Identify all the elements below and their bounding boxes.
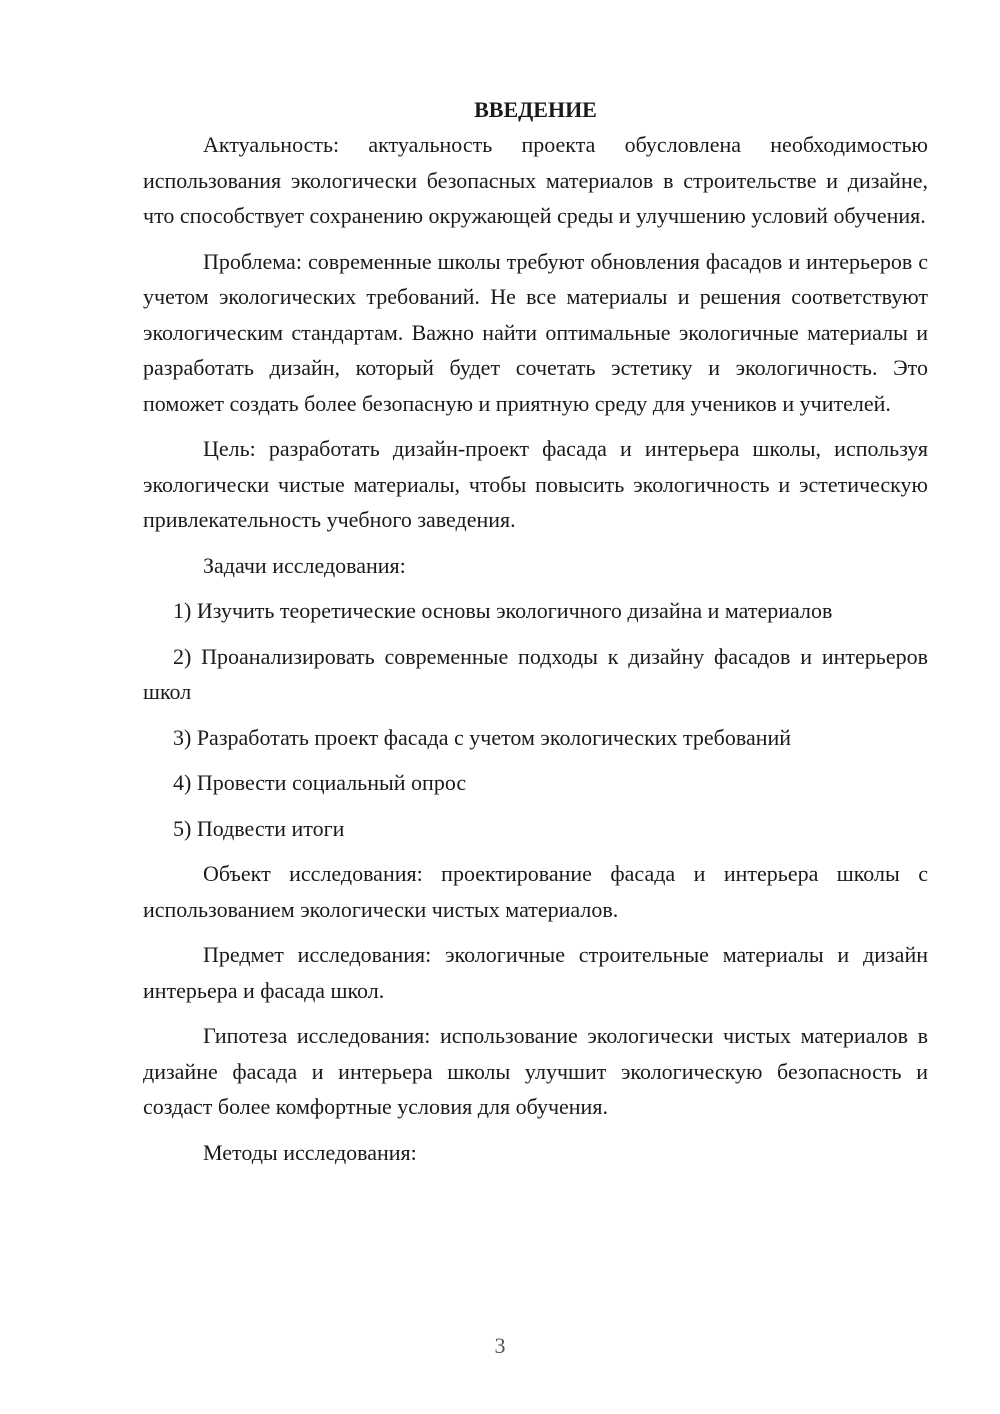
page-number: 3 (494, 1333, 506, 1358)
task-item: 2) Проанализировать современные подходы к дизайну фасадов и интерьеров школ (143, 643, 928, 704)
task-item: 3) Разработать проект фасада с учетом экологических требований (173, 724, 792, 750)
paragraph-tasks-heading: Задачи исследования: (203, 552, 406, 578)
task-item: 5) Подвести итоги (173, 815, 345, 841)
paragraph-relevance: Актуальность: актуальность проекта обусловлена необходимостью использования экологически безопасных материалов в строительстве и дизайне, что способствует сохранению окружающей среды и улучшению условий обучения. (143, 132, 928, 228)
paragraph-goal: Цель: разработать дизайн-проект фасада и интерьера школы, используя экологически чистые материалы, чтобы повысить экологичность и эстетическую привлекательность учебного заведения. (143, 436, 928, 532)
paragraph-object: Объект исследования: проектирование фасада и интерьера школы с использованием экологически чистых материалов. (143, 861, 928, 922)
task-item: 1) Изучить теоретические основы экологичного дизайна и материалов (173, 598, 833, 623)
paragraph-subject: Предмет исследования: экологичные строительные материалы и дизайн интерьера и фасада школ. (143, 942, 928, 1003)
section-title: ВВЕДЕНИЕ (474, 97, 597, 122)
document-page (143, 92, 928, 1170)
paragraph-problem: Проблема: современные школы требуют обновления фасадов и интерьеров с учетом экологических требований. Не все материалы и решения соответствуют экологическим стандартам. Важно найти оптимальные экологичные материалы и разработать дизайн, который будет сочетать эстетику и экологичность. Это поможет создать более безопасную и приятную среду для учеников и учителей. (143, 248, 928, 416)
task-item: 4) Провести социальный опрос (173, 770, 467, 795)
paragraph-methods: Методы исследования: (203, 1139, 417, 1165)
paragraph-hypothesis: Гипотеза исследования: использование экологически чистых материалов в дизайне фасада и интерьера школы улучшит экологическую безопасность и создаст более комфортные условия для обучения. (143, 1023, 928, 1119)
